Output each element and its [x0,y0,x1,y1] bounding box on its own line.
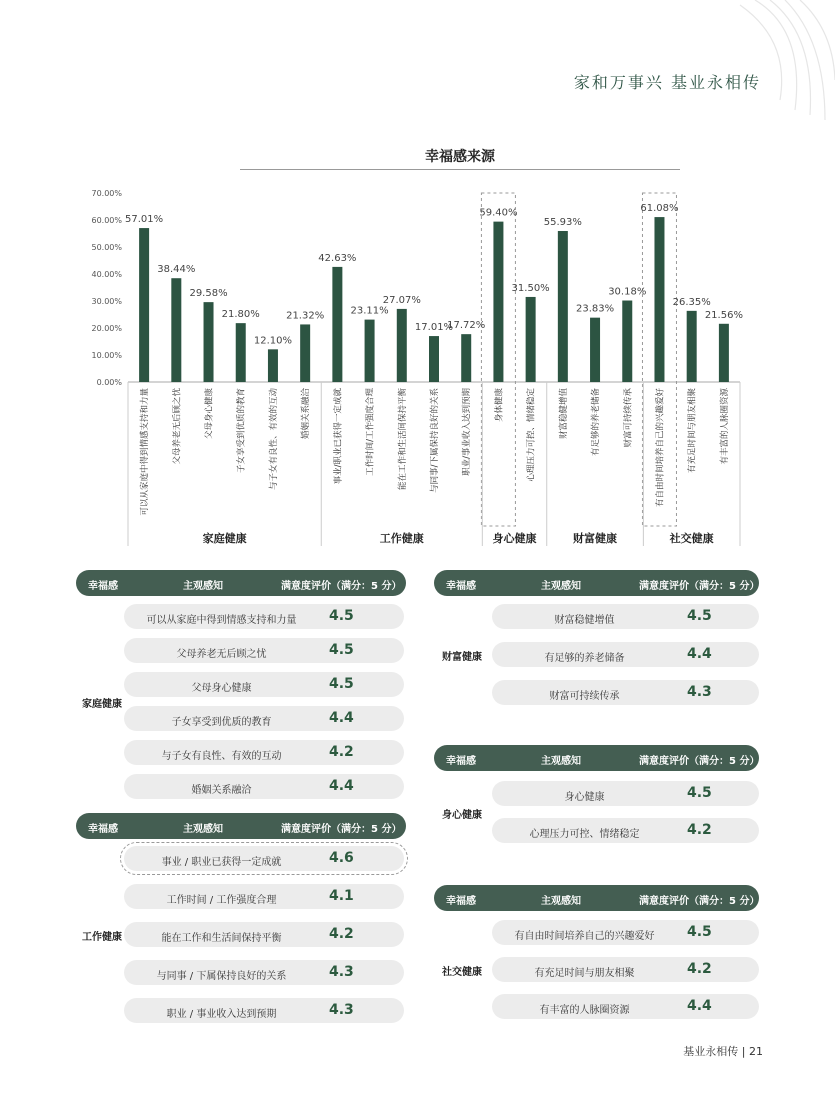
table-header [76,813,406,839]
bar [526,297,536,382]
x-category-label: 财富稳健增值 [558,388,569,440]
table-row [124,638,404,663]
table-row [124,740,404,765]
row-score: 4.3 [687,684,712,700]
bar [622,301,632,382]
bar-value-label: 12.10% [253,335,293,347]
row-label: 心理压力可控、情绪稳定 [529,829,640,840]
x-category-label: 有丰富的人脉圈资源 [719,388,730,465]
header-col-happiness: 幸福感 [88,824,118,835]
header-col-happiness: 幸福感 [446,756,476,767]
y-tick-label: 50.00% [91,243,122,252]
x-category-label: 有充足时间与朋友相聚 [687,388,698,474]
row-score: 4.5 [687,924,712,940]
bar [397,309,407,382]
fingerprint-decoration [715,0,835,120]
page-footer: 基业永相传 | 21 [683,1045,763,1058]
bar-value-label: 61.08% [640,203,679,215]
table-category-label: 家庭健康 [82,699,122,710]
title-divider [240,169,680,170]
group-label: 身心健康 [492,532,537,545]
bar [493,222,503,382]
row-score: 4.5 [687,608,712,624]
header-col-satisfaction: 满意度评价（满分：5 分） [639,896,760,907]
bar-value-label: 42.63% [318,252,357,264]
x-category-label: 财富可持续传承 [623,388,634,448]
table-row [124,884,404,909]
y-tick-label: 60.00% [91,216,122,225]
x-category-label: 心理压力可控、情绪稳定 [526,388,537,482]
row-label: 子女享受到优质的教育 [171,717,272,728]
bar [171,278,181,382]
bar [719,324,729,382]
row-label: 有丰富的人脉圈资源 [539,1005,630,1016]
table-category-label: 财富健康 [442,652,482,663]
row-score: 4.3 [329,964,354,980]
row-label: 职业 / 事业收入达到预期 [166,1009,277,1020]
x-category-label: 职业/事业收入达到预期 [462,388,473,476]
row-label: 身心健康 [564,792,605,803]
bar [332,267,342,382]
bar [429,336,439,382]
bar-value-label: 21.56% [704,309,743,321]
bar-value-label: 38.44% [157,264,196,276]
table-row [124,774,404,799]
table-header [434,570,759,596]
bar-value-label: 23.11% [350,305,389,317]
x-category-label: 工作时间/工作强度合理 [365,388,376,476]
row-score: 4.5 [329,608,354,624]
row-score: 4.1 [329,888,354,904]
row-score: 4.2 [687,822,712,838]
header-slogan: 家和万事兴 基业永相传 [573,73,761,92]
header-col-perception: 主观感知 [183,824,223,835]
table-row [492,957,759,982]
bar [268,349,278,382]
bar [365,320,375,382]
row-label: 事业 / 职业已获得一定成就 [161,857,282,868]
table-row [492,920,759,945]
y-tick-label: 40.00% [91,270,122,279]
bar [654,217,664,382]
row-score: 4.5 [687,785,712,801]
bar-value-label: 27.07% [382,294,421,306]
x-category-label: 可以从家庭中得到情感支持和力量 [140,388,151,516]
x-category-label: 父母身心健康 [204,388,215,440]
table-row [124,960,404,985]
bar-value-label: 21.32% [286,310,325,322]
table-row [124,922,404,947]
header-col-satisfaction: 满意度评价（满分：5 分） [639,756,760,767]
x-category-label: 事业/职业已获得一定成就 [333,388,344,485]
x-category-label: 能在工作和生活间保持平衡 [397,388,408,491]
table-row [124,706,404,731]
table-row [124,672,404,697]
table-row [492,642,759,667]
header-col-perception: 主观感知 [541,581,581,592]
group-label: 家庭健康 [202,532,247,545]
row-score: 4.3 [329,1002,354,1018]
header-col-perception: 主观感知 [541,896,581,907]
x-category-label: 婚姻关系融洽 [301,388,312,440]
bar [139,228,149,382]
row-label: 工作时间 / 工作强度合理 [166,895,277,906]
table-row [124,998,404,1023]
row-score: 4.4 [329,710,354,726]
y-tick-label: 20.00% [91,324,122,333]
row-label: 财富可持续传承 [549,691,620,702]
bar-value-label: 26.35% [672,296,711,308]
row-score: 4.2 [329,926,354,942]
table-row [492,994,759,1019]
happiness-source-bar-chart [0,180,835,550]
header-col-happiness: 幸福感 [446,896,476,907]
x-category-label: 有自由时间培养自己的兴趣爱好 [655,388,666,508]
header-col-satisfaction: 满意度评价（满分：5 分） [281,581,402,592]
bar-value-label: 17.01% [414,322,454,334]
y-tick-label: 70.00% [91,189,122,198]
row-score: 4.2 [687,961,712,977]
row-score: 4.5 [329,676,354,692]
header-col-satisfaction: 满意度评价（满分：5 分） [281,824,402,835]
table-header [434,745,759,771]
y-tick-label: 10.00% [91,351,122,360]
row-score: 4.6 [329,850,354,866]
bar-value-label: 30.18% [608,286,647,298]
row-label: 财富稳健增值 [554,615,615,626]
table-row [492,781,759,806]
y-tick-label: 30.00% [91,297,122,306]
row-label: 父母身心健康 [191,683,252,694]
chart-title: 幸福感来源 [425,149,495,165]
x-category-label: 身体健康 [494,387,505,423]
group-label: 工作健康 [379,532,424,545]
bar [687,311,697,382]
header-col-perception: 主观感知 [541,756,581,767]
bar [204,302,214,382]
x-category-label: 与同事/下属保持良好的关系 [430,388,440,493]
table-row [124,846,404,871]
bar-value-label: 55.93% [543,216,582,228]
table-row [124,604,404,629]
header-col-satisfaction: 满意度评价（满分：5 分） [639,581,760,592]
header-col-happiness: 幸福感 [446,581,476,592]
bar-value-label: 23.83% [575,303,615,315]
table-row [492,818,759,843]
row-label: 可以从家庭中得到情感支持和力量 [146,615,297,626]
table-header [434,885,759,911]
row-label: 有自由时间培养自己的兴趣爱好 [514,931,655,942]
bar-value-label: 57.01% [125,214,164,226]
row-label: 婚姻关系融洽 [191,785,252,796]
row-score: 4.4 [687,646,712,662]
bar-value-label: 31.50% [511,282,550,294]
row-label: 能在工作和生活间保持平衡 [161,933,282,944]
row-score: 4.2 [329,744,354,760]
table-category-label: 工作健康 [82,932,122,943]
x-category-label: 子女享受到优质的教育 [236,388,247,474]
row-label: 与同事 / 下属保持良好的关系 [156,971,287,982]
header-col-happiness: 幸福感 [88,581,118,592]
bar-value-label: 29.58% [189,288,228,300]
group-label: 财富健康 [573,532,618,545]
table-category-label: 身心健康 [442,809,482,821]
group-label: 社交健康 [669,532,714,545]
bar [558,231,568,382]
header-col-perception: 主观感知 [183,581,223,592]
bar [461,334,471,382]
row-label: 父母养老无后顾之忧 [176,649,267,660]
table-row [492,604,759,629]
x-category-label: 与子女有良性、有效的互动 [268,388,279,491]
row-label: 有足够的养老储备 [544,653,625,664]
table-row [492,680,759,705]
bar-value-label: 21.80% [221,309,260,321]
row-score: 4.4 [687,998,712,1014]
bar [300,324,310,382]
bar-value-label: 59.40% [479,207,518,219]
y-tick-label: 0.00% [96,378,122,387]
bar [590,318,600,382]
bar-value-label: 17.72% [447,320,486,332]
bar [236,323,246,382]
table-header [76,570,406,596]
row-score: 4.5 [329,642,354,658]
row-label: 有充足时间与朋友相聚 [534,968,635,979]
x-category-label: 父母养老无后顾之忧 [172,388,183,465]
table-category-label: 社交健康 [442,967,482,978]
x-category-label: 有足够的养老储备 [591,388,602,457]
row-score: 4.4 [329,778,354,794]
row-label: 与子女有良性、有效的互动 [161,751,282,762]
